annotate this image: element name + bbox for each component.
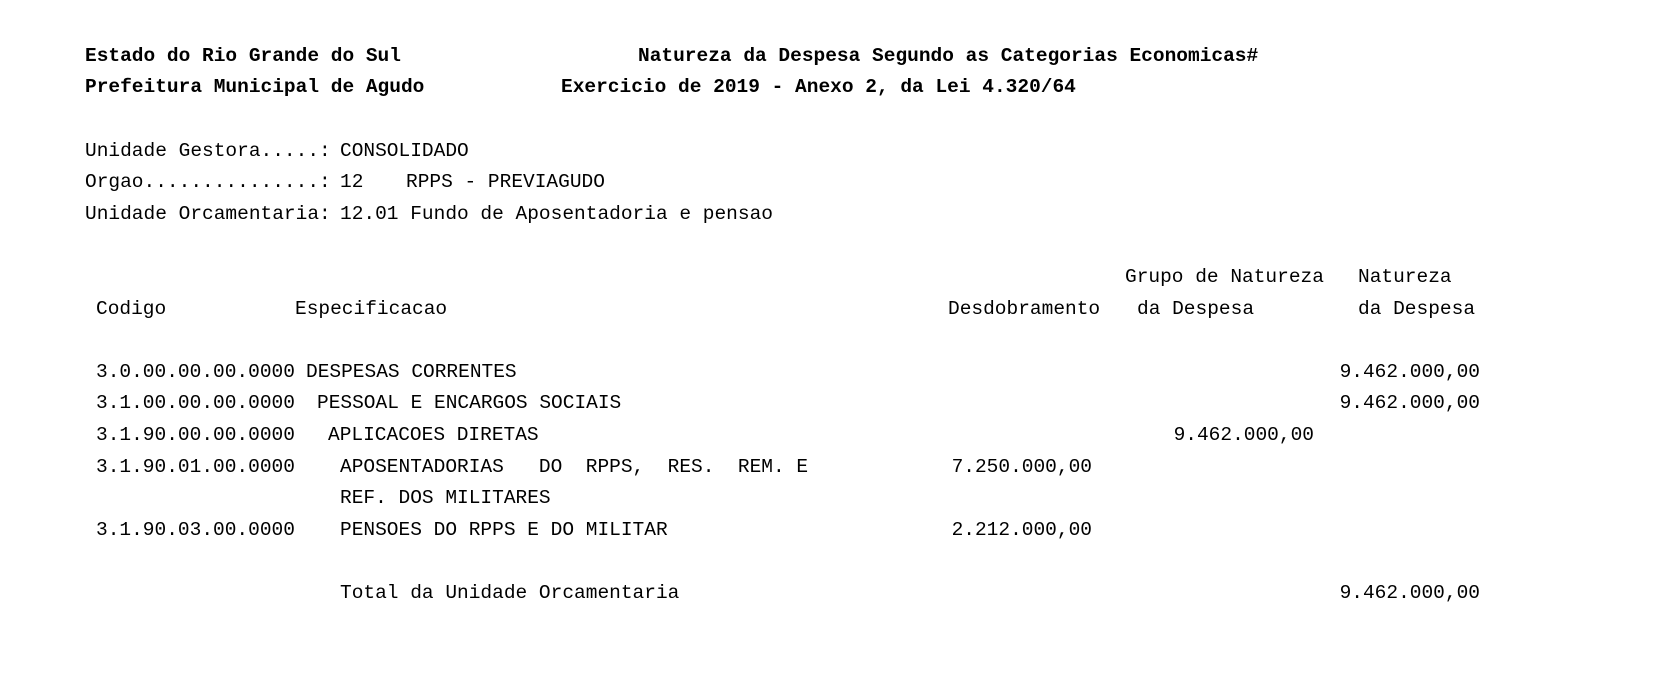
row-spec: APOSENTADORIAS DO RPPS, RES. REM. E (340, 456, 809, 478)
row-grupo: 9.462.000,00 (1173, 424, 1314, 446)
column-header-natureza-line1: Natureza (1358, 266, 1452, 288)
row-natureza: 9.462.000,00 (1339, 392, 1480, 414)
orgao-label: Orgao...............: (85, 171, 331, 193)
municipality-name: Prefeitura Municipal de Agudo (85, 76, 425, 98)
report-subtitle: Exercicio de 2019 - Anexo 2, da Lei 4.320/64 (561, 76, 1076, 98)
column-header-natureza-line2: da Despesa (1358, 298, 1476, 320)
orgao-name: RPPS - PREVIAGUDO (406, 171, 605, 193)
row-spec-continuation: REF. DOS MILITARES (340, 487, 551, 509)
row-code: 3.1.00.00.00.0000 (96, 392, 295, 414)
row-spec: PENSOES DO RPPS E DO MILITAR (340, 519, 668, 541)
row-spec: APLICACOES DIRETAS (328, 424, 539, 446)
unidade-orcamentaria-label: Unidade Orcamentaria: (85, 203, 331, 225)
column-header-codigo: Codigo (96, 298, 167, 320)
column-header-grupo-line2: da Despesa (1137, 298, 1255, 320)
unidade-gestora-label: Unidade Gestora.....: (85, 140, 331, 162)
total-label: Total da Unidade Orcamentaria (340, 582, 680, 604)
row-desdobramento: 7.250.000,00 (951, 456, 1092, 478)
row-natureza: 9.462.000,00 (1339, 361, 1480, 383)
orgao-code: 12 (340, 171, 364, 193)
state-name: Estado do Rio Grande do Sul (85, 45, 401, 67)
report-title: Natureza da Despesa Segundo as Categorias Economicas# (638, 45, 1259, 67)
total-natureza: 9.462.000,00 (1339, 582, 1480, 604)
row-spec: PESSOAL E ENCARGOS SOCIAIS (317, 392, 622, 414)
row-spec: DESPESAS CORRENTES (306, 361, 517, 383)
row-code: 3.1.90.00.00.0000 (96, 424, 295, 446)
unidade-gestora-value: CONSOLIDADO (340, 140, 469, 162)
row-code: 3.0.00.00.00.0000 (96, 361, 295, 383)
column-header-grupo-line1: Grupo de Natureza (1125, 266, 1324, 288)
row-desdobramento: 2.212.000,00 (951, 519, 1092, 541)
unidade-orcamentaria-value: 12.01 Fundo de Aposentadoria e pensao (340, 203, 773, 225)
row-code: 3.1.90.03.00.0000 (96, 519, 295, 541)
column-header-especificacao: Especificacao (295, 298, 448, 320)
column-header-desdobramento: Desdobramento (948, 298, 1101, 320)
row-code: 3.1.90.01.00.0000 (96, 456, 295, 478)
